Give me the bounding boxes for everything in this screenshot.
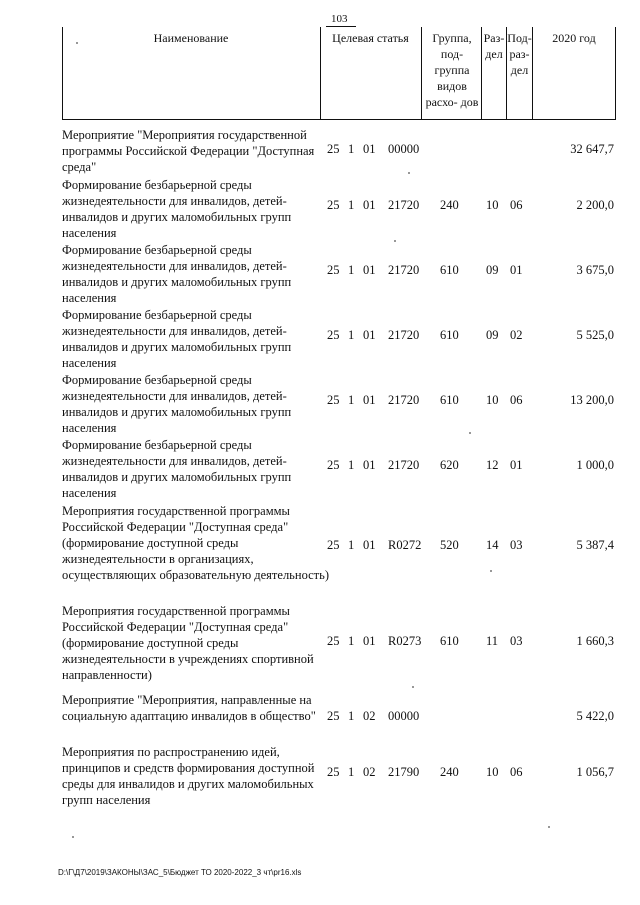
row-prog: 25: [327, 263, 340, 277]
row-name: Мероприятие "Мероприятия государственной программы Российской Федерации "Доступная среда": [62, 128, 315, 174]
row-section: 11: [486, 634, 499, 648]
row-name: Мероприятие "Мероприятия, направленные на социальную адаптацию инвалидов в общество": [62, 693, 316, 723]
row-code: 00000: [388, 142, 420, 156]
row-amount: 2 200,0: [576, 198, 614, 212]
row-subsection: 03: [510, 634, 523, 648]
row-section: 10: [486, 198, 499, 212]
row-subsection: 02: [510, 328, 523, 342]
row-name: Формирование безбарьерной среды жизнедеятельности для инвалидов, детей-инвалидов и других маломобильных групп населения: [62, 243, 292, 305]
scan-speck: [490, 570, 492, 572]
row-code: 21720: [388, 458, 420, 472]
row-amount: 1 056,7: [576, 765, 614, 779]
header-name: Наименование: [153, 31, 229, 45]
row-name: Мероприятия по распространению идей, принципов и средств формирования доступной среды для инвалидов и других маломобильных групп населения: [62, 745, 315, 807]
file-path-footer: D:\Г\Д7\2019\ЗАКОНЫ\ЗАС_5\Бюджет ТО 2020-2022_3 чт\pr16.xls: [58, 868, 302, 877]
row-ev: 01: [363, 634, 376, 648]
row-ev: 01: [363, 458, 376, 472]
row-subsection: 03: [510, 538, 523, 552]
row-subsection: 06: [510, 198, 523, 212]
row-prog: 25: [327, 393, 340, 407]
header-group: Группа, под- группа видов расхо- дов: [425, 31, 479, 109]
scan-speck: [548, 826, 550, 828]
row-code: R0272: [388, 538, 422, 552]
row-section: 10: [486, 393, 499, 407]
row-name: Мероприятия государственной программы Российской Федерации "Доступная среда" (формирование доступной среды жизнедеятельности в учреждениях спортивной направленности): [62, 604, 314, 682]
row-amount: 13 200,0: [570, 393, 614, 407]
scan-speck: [76, 42, 78, 44]
row-group: 610: [440, 634, 459, 648]
row-subsection: 06: [510, 393, 523, 407]
row-ev: 02: [363, 709, 376, 723]
row-ev: 01: [363, 328, 376, 342]
row-prog: 25: [327, 765, 340, 779]
header-border: [615, 27, 616, 120]
table-header: [62, 27, 616, 120]
row-sub: 1: [348, 634, 355, 648]
row-code: 21720: [388, 328, 420, 342]
scan-speck: [469, 432, 471, 434]
row-prog: 25: [327, 458, 340, 472]
row-amount: 5 387,4: [576, 538, 614, 552]
row-ev: 01: [363, 538, 376, 552]
row-amount: 1 000,0: [576, 458, 614, 472]
page-number: 103: [331, 13, 348, 25]
row-prog: 25: [327, 538, 340, 552]
row-prog: 25: [327, 198, 340, 212]
row-prog: 25: [327, 328, 340, 342]
header-bottom-line: [62, 119, 616, 120]
row-sub: 1: [348, 142, 355, 156]
row-sub: 1: [348, 263, 355, 277]
row-sub: 1: [348, 538, 355, 552]
row-sub: 1: [348, 328, 355, 342]
row-code: 21720: [388, 393, 420, 407]
row-subsection: 01: [510, 458, 523, 472]
row-sub: 1: [348, 458, 355, 472]
row-sub: 1: [348, 393, 355, 407]
scan-speck: [412, 686, 414, 688]
header-divider: [421, 27, 422, 120]
header-year: 2020 год: [552, 31, 596, 45]
scan-speck: [72, 836, 74, 838]
row-name: Формирование безбарьерной среды жизнедеятельности для инвалидов, детей-инвалидов и других маломобильных групп населения: [62, 373, 292, 435]
row-code: R0273: [388, 634, 422, 648]
row-ev: 01: [363, 142, 376, 156]
row-name: Формирование безбарьерной среды жизнедеятельности для инвалидов, детей-инвалидов и других маломобильных групп населения: [62, 438, 292, 500]
row-sub: 1: [348, 709, 355, 723]
row-group: 620: [440, 458, 459, 472]
row-name: Формирование безбарьерной среды жизнедеятельности для инвалидов, детей-инвалидов и других маломобильных групп населения: [62, 308, 292, 370]
row-amount: 1 660,3: [576, 634, 614, 648]
row-section: 10: [486, 765, 499, 779]
scan-speck: [394, 240, 396, 242]
row-ev: 01: [363, 198, 376, 212]
row-group: 610: [440, 393, 459, 407]
row-amount: 5 525,0: [576, 328, 614, 342]
row-ev: 02: [363, 765, 376, 779]
row-prog: 25: [327, 634, 340, 648]
header-section: Раз- дел: [483, 31, 505, 61]
row-sub: 1: [348, 765, 355, 779]
row-name: Формирование безбарьерной среды жизнедеятельности для инвалидов, детей-инвалидов и других маломобильных групп населения: [62, 178, 292, 240]
row-amount: 5 422,0: [576, 709, 614, 723]
header-target: Целевая статья: [332, 31, 409, 45]
row-ev: 01: [363, 393, 376, 407]
row-code: 21720: [388, 198, 420, 212]
row-group: 240: [440, 765, 459, 779]
row-sub: 1: [348, 198, 355, 212]
row-section: 14: [486, 538, 499, 552]
row-section: 09: [486, 328, 499, 342]
row-ev: 01: [363, 263, 376, 277]
row-code: 00000: [388, 709, 420, 723]
row-amount: 32 647,7: [570, 142, 614, 156]
row-group: 240: [440, 198, 459, 212]
row-amount: 3 675,0: [576, 263, 614, 277]
row-prog: 25: [327, 142, 340, 156]
row-code: 21720: [388, 263, 420, 277]
header-subsection: Под- раз- дел: [507, 31, 532, 77]
row-subsection: 01: [510, 263, 523, 277]
row-section: 12: [486, 458, 499, 472]
row-subsection: 06: [510, 765, 523, 779]
row-group: 610: [440, 263, 459, 277]
row-code: 21790: [388, 765, 420, 779]
row-section: 09: [486, 263, 499, 277]
row-group: 520: [440, 538, 459, 552]
row-prog: 25: [327, 709, 340, 723]
scan-speck: [408, 172, 410, 174]
row-name: Мероприятия государственной программы Российской Федерации "Доступная среда" (формирование доступной среды жизнедеятельности в организациях, осуществляющих образовательную деятельность): [62, 504, 330, 582]
row-group: 610: [440, 328, 459, 342]
